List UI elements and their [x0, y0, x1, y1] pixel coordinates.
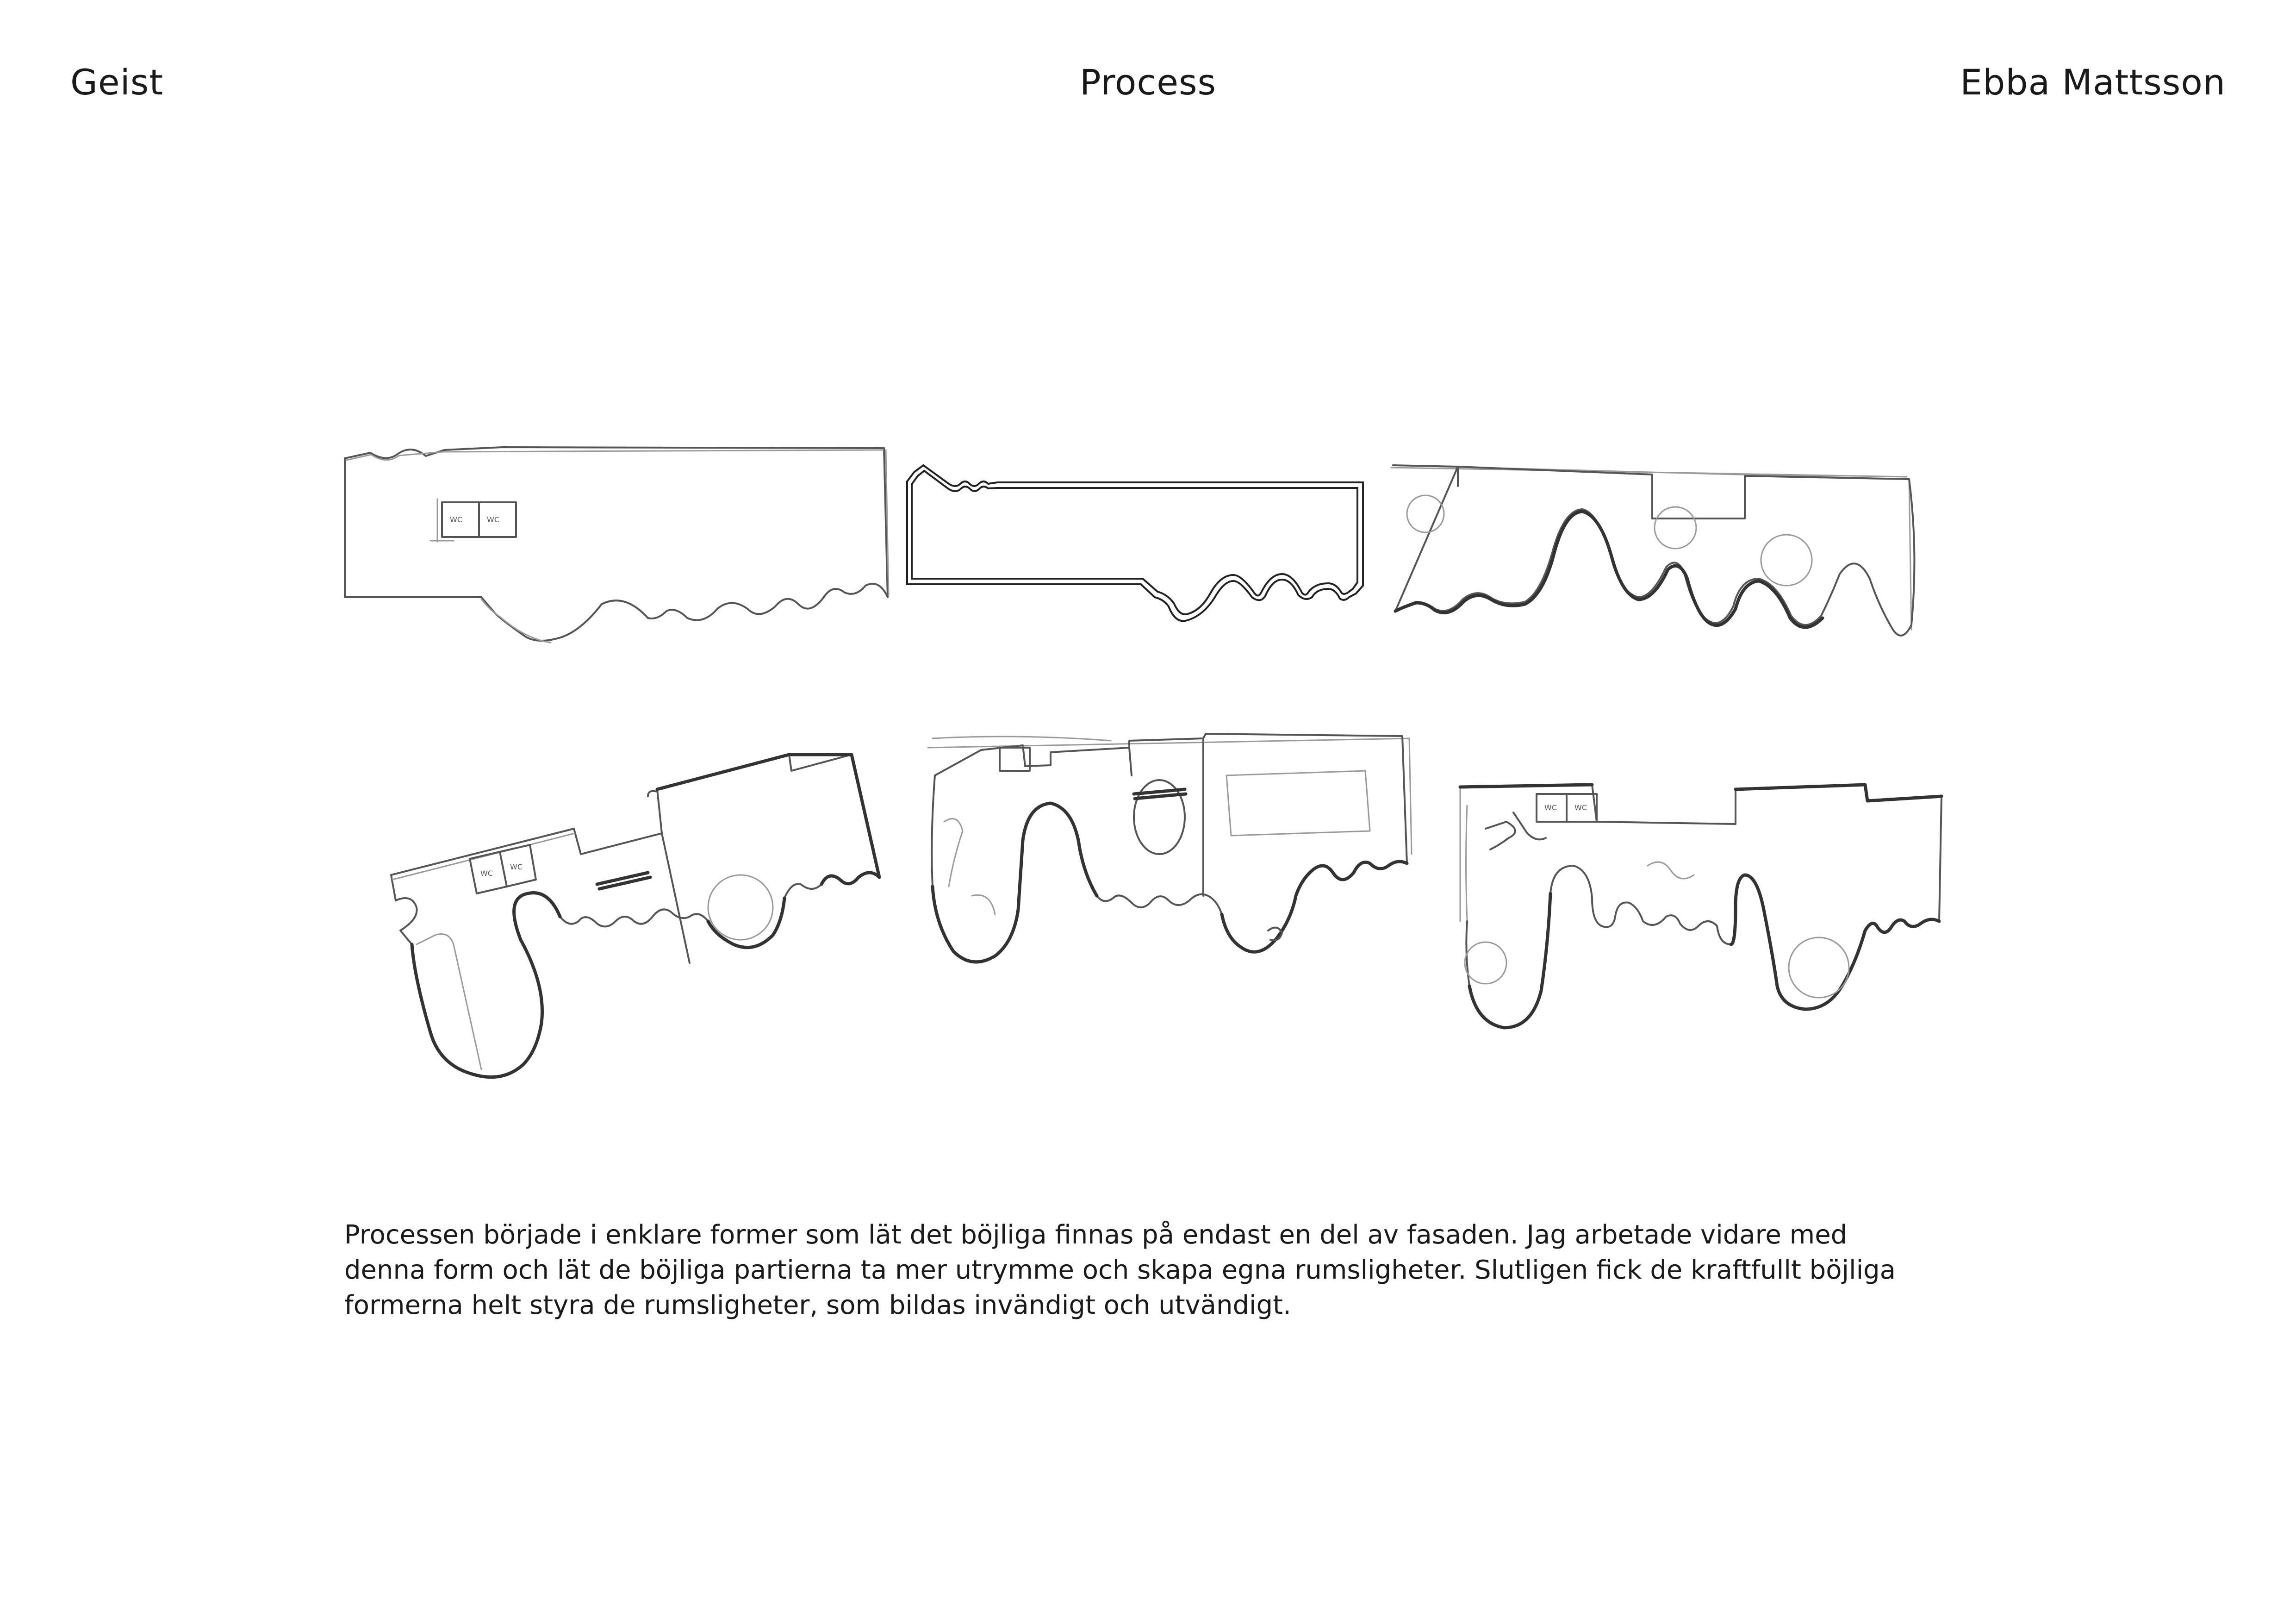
header-center-title: Process — [1079, 62, 1217, 103]
header-author: Ebba Mattsson — [1960, 62, 2226, 103]
wc-block-6 — [1537, 794, 1597, 822]
caption-line: Processen började i enklare former som lät det böjliga finnas på endast en del av fasaden. Jag arbetade vidare med — [344, 1220, 1848, 1250]
wc-label: WC — [450, 515, 462, 524]
sketch-4 — [389, 745, 889, 1102]
sketch-5 — [926, 720, 1416, 1016]
sketch-2 — [905, 463, 1372, 657]
sketch-1 — [342, 444, 893, 657]
sketch-3 — [1388, 458, 1921, 643]
header-left-title: Geist — [70, 62, 164, 103]
wc-label: WC — [480, 869, 493, 878]
wc-label: WC — [1574, 803, 1587, 812]
wc-label: WC — [510, 862, 523, 871]
caption-line: formerna helt styra de rumsligheter, som bildas invändigt och utvändigt. — [344, 1290, 1291, 1320]
wc-block-1 — [430, 499, 516, 542]
caption-line: denna form och lät de böjliga partierna ta mer utrymme och skapa egna rumsligheter. Slutligen fick de kraftfullt böjliga — [344, 1255, 1896, 1285]
wc-label: WC — [1544, 803, 1557, 812]
process-description — [344, 1218, 1918, 1323]
wc-label: WC — [487, 515, 499, 524]
sketch-6 — [1458, 768, 1948, 1051]
